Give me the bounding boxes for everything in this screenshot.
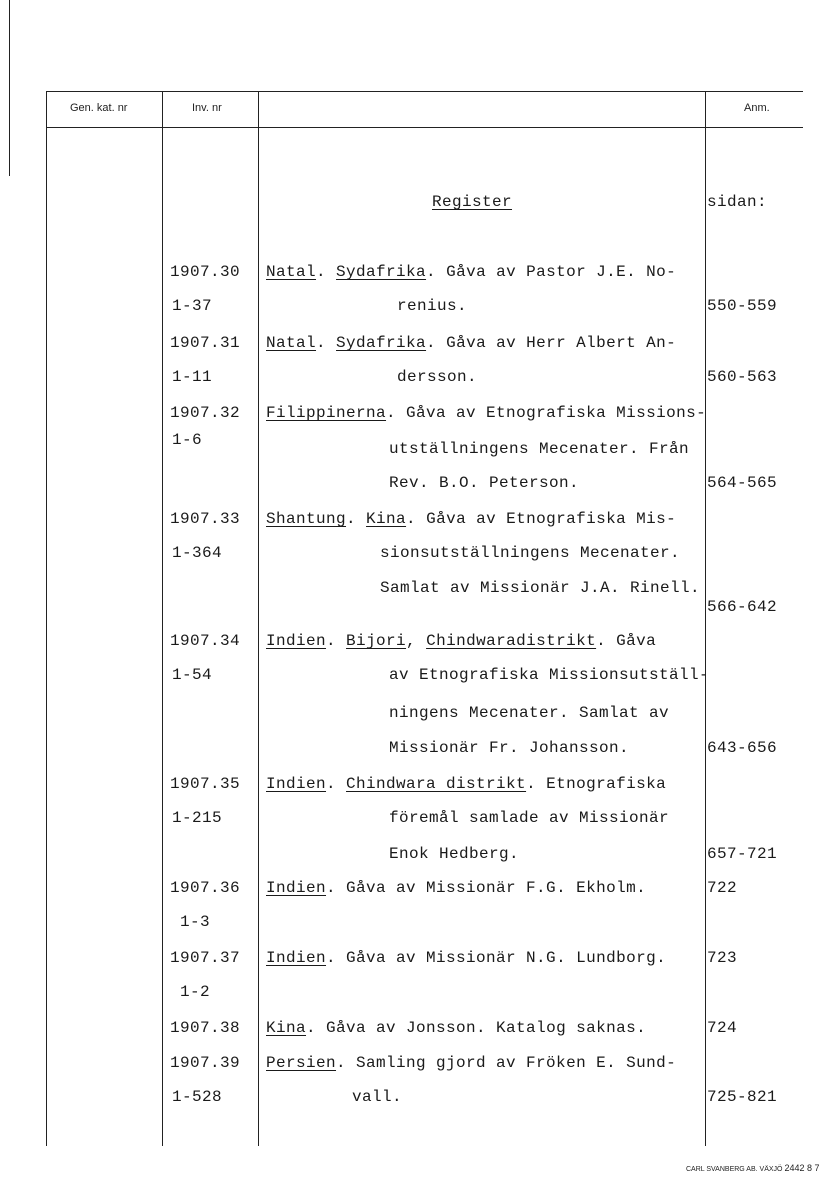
country-name: Kina bbox=[366, 510, 407, 528]
region-name: Kina bbox=[266, 1019, 307, 1037]
inv-range: 1-3 bbox=[180, 913, 211, 931]
entry-continuation: dersson. bbox=[397, 368, 478, 386]
inv-number: 1907.36 bbox=[170, 879, 241, 897]
printer-imprint: CARL SVANBERG AB. VÄXJÖ 2442 8 7 bbox=[686, 1163, 819, 1173]
inv-range: 1-364 bbox=[172, 544, 223, 562]
inv-number: 1907.32 bbox=[170, 404, 241, 422]
entry-continuation: utställningens Mecenater. Från bbox=[389, 440, 690, 458]
inv-number: 1907.39 bbox=[170, 1054, 241, 1072]
region-name: Shantung bbox=[266, 510, 347, 528]
region-name: Natal bbox=[266, 334, 317, 352]
inv-number: 1907.31 bbox=[170, 334, 241, 352]
entry-line: Indien. Gåva av Missionär N.G. Lundborg. bbox=[266, 949, 667, 967]
entry-continuation: ningens Mecenater. Samlat av bbox=[389, 704, 670, 722]
inv-range: 1-37 bbox=[172, 297, 213, 315]
entry-line: Indien. Bijori, Chindwaradistrikt. Gåva bbox=[266, 632, 657, 650]
entry-line: Shantung. Kina. Gåva av Etnografiska Mis- bbox=[266, 510, 677, 528]
entry-continuation: Rev. B.O. Peterson. bbox=[389, 474, 580, 492]
left-margin-line bbox=[9, 0, 10, 176]
place-name: Bijori bbox=[346, 632, 407, 650]
page-range: 564-565 bbox=[707, 474, 778, 492]
region-name: Persien bbox=[266, 1054, 337, 1072]
entry-line: Natal. Sydafrika. Gåva av Herr Albert An- bbox=[266, 334, 677, 352]
entry-continuation: sionsutställningens Mecenater. bbox=[380, 544, 681, 562]
region-name: Indien bbox=[266, 949, 327, 967]
inv-number: 1907.30 bbox=[170, 263, 241, 281]
inv-range: 1-6 bbox=[172, 431, 203, 449]
region-name: Indien bbox=[266, 632, 327, 650]
page-range: 725-821 bbox=[707, 1088, 778, 1106]
page-range: 722 bbox=[707, 879, 738, 897]
header-gen-kat-nr: Gen. kat. nr bbox=[70, 102, 128, 114]
page-column-label: sidan: bbox=[707, 193, 768, 211]
table-left-border bbox=[46, 91, 47, 1146]
header-inv-nr: Inv. nr bbox=[192, 102, 222, 114]
page-range: 566-642 bbox=[707, 598, 778, 616]
page-range: 657-721 bbox=[707, 845, 778, 863]
entry-continuation: renius. bbox=[397, 297, 468, 315]
district-name: Chindwaradistrikt bbox=[426, 632, 597, 650]
country-name: Sydafrika bbox=[336, 263, 427, 281]
header-anm: Anm. bbox=[744, 102, 770, 114]
inv-range: 1-528 bbox=[172, 1088, 223, 1106]
entry-line: Filippinerna. Gåva av Etnografiska Missions- bbox=[266, 404, 707, 422]
inv-number: 1907.33 bbox=[170, 510, 241, 528]
entry-continuation: föremål samlade av Missionär bbox=[389, 809, 670, 827]
page-range: 724 bbox=[707, 1019, 738, 1037]
inv-number: 1907.35 bbox=[170, 775, 241, 793]
page-range: 643-656 bbox=[707, 739, 778, 757]
register-title: Register bbox=[432, 193, 513, 211]
entry-continuation: Enok Hedberg. bbox=[389, 845, 520, 863]
region-name: Filippinerna bbox=[266, 404, 387, 422]
country-name: Sydafrika bbox=[336, 334, 427, 352]
region-name: Natal bbox=[266, 263, 317, 281]
region-name: Indien bbox=[266, 775, 327, 793]
entry-line: Persien. Samling gjord av Fröken E. Sund- bbox=[266, 1054, 677, 1072]
entry-continuation: vall. bbox=[352, 1088, 403, 1106]
region-name: Indien bbox=[266, 879, 327, 897]
inv-range: 1-2 bbox=[180, 983, 211, 1001]
column-divider-1 bbox=[162, 91, 163, 1146]
inv-number: 1907.38 bbox=[170, 1019, 241, 1037]
entry-continuation: Samlat av Missionär J.A. Rinell. bbox=[380, 579, 701, 597]
entry-continuation: av Etnografiska Missionsutställ- bbox=[389, 666, 710, 684]
page-range: 550-559 bbox=[707, 297, 778, 315]
district-name: Chindwara distrikt bbox=[346, 775, 527, 793]
inv-range: 1-54 bbox=[172, 666, 213, 684]
inv-range: 1-11 bbox=[172, 368, 213, 386]
page-range: 560-563 bbox=[707, 368, 778, 386]
header-top-rule bbox=[46, 91, 803, 92]
inv-number: 1907.34 bbox=[170, 632, 241, 650]
entry-line: Kina. Gåva av Jonsson. Katalog saknas. bbox=[266, 1019, 647, 1037]
column-divider-2 bbox=[258, 91, 259, 1146]
page-range: 723 bbox=[707, 949, 738, 967]
entry-line: Natal. Sydafrika. Gåva av Pastor J.E. No- bbox=[266, 263, 677, 281]
inv-range: 1-215 bbox=[172, 809, 223, 827]
entry-line: Indien. Gåva av Missionär F.G. Ekholm. bbox=[266, 879, 647, 897]
entry-continuation: Missionär Fr. Johansson. bbox=[389, 739, 630, 757]
inv-number: 1907.37 bbox=[170, 949, 241, 967]
column-divider-3 bbox=[705, 91, 706, 1146]
entry-line: Indien. Chindwara distrikt. Etnografiska bbox=[266, 775, 667, 793]
header-bottom-rule bbox=[46, 127, 803, 128]
